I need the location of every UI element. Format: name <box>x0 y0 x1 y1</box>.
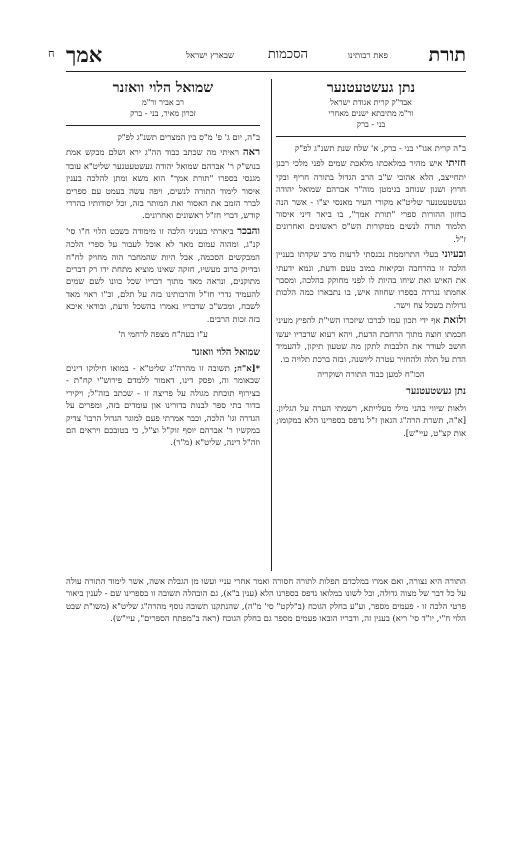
bottom-footnote <box>66 575 466 628</box>
paragraph <box>276 248 466 311</box>
left-column <box>66 79 260 452</box>
paragraph <box>66 146 260 221</box>
paragraph-text: איש מהיר במלאכתו מלאכת שמים לפני מלכי רבנן יתחייצב, הלא אהובי ש"ב הרב הגדול בתורה חריף ובקי חרוץ ושנון שנוחב בגימטן מוה"ר אברהם שמואל יהודה געשטעטנער שליט"א מקורי העיר מאנסי יצ"ו - אשר הנה בחזון ההורות ספרי "תורת אמך", בו ביאר דיני איסור תלמוד תורה לנשים ממקורות הש"ס ראשונים ואחרונים ז"ל. <box>276 158 466 244</box>
paragraph <box>276 157 466 245</box>
approbation-author-name: שמואל הלוי וואזנר <box>112 80 214 96</box>
footnote-text: התורה היא נצורה, ואם אמרו במלכדם תפלות לתורה חסורה ואמר אחרי עניי ועשו מן הגבלת אשה, אשר לימוד התורה עולה על כל דבר של מצוה גדולה, וכל לשונו במלואו נדפס בספרנו הלא (ענין ב"א), גם הובהלה תשובה זו בספרינו שם - לענין ביאור פרטי הלכה זו - פעמים מספר, וע"ע בחלק הגוכח (ב"לקט" סי' מ"ה), שהנתקנו תשובה נוסף מהרה"ג שליט"א (משו"ת שבט הלוי ח"י, יו"ד סי' ריא) בענין זה, ודבריו הובאו פעמים מספר גם בחלק הגוכח (ראה ב"מפתח הספרים", עיי"ש). <box>66 576 466 624</box>
column-divider <box>271 79 272 571</box>
date-line: ב"ה, יום ג' פ' מ"ס בין המצרים תשנ"ג לפ"ק <box>117 132 260 142</box>
author-title-line: אבד"ק קרית אגודת ישראל <box>330 98 412 107</box>
paragraph-text: ראיתי מה שכתב כבוד הה"ג ירא ושלם מבקש אמת בנוש"ק ר' אברהם שמואל יהודה געשטעטנער שליט"א עובד מגנסי בספרו "תורת אמך" הוא משא ומתן להלכה בענין איסור לימוד התורה לנשים, ויפה עשה בעמט עם ספרים לברר הזמב את האסור ואת המותר בזה, וכל יסודותיו בהררי קודש, דברי חז"ל ראשונים ואחרונים. <box>66 147 260 221</box>
paragraph-lead-word: והבכר <box>237 225 260 237</box>
signature: שמואל הלוי וואזנר <box>191 346 260 358</box>
title-separator <box>66 125 260 126</box>
paragraph-text: ולאות שיווי בהני מילי מעלייתא, רשמתי הערה על הגליון. [א"ה, תשרת הרה"ג הגאון ז"ל נדפס בספרינו הלא במקומו; אות קצ"ט, עיי"ש]. <box>276 402 466 438</box>
approbation-author-name: נתן געשטעטנער <box>326 80 416 96</box>
footnote-text: תשובה זו מהרה"ג שליט"א - במואו חילוקו דינים שבאומר וה, ופסק דינו, דאמור ללמדם פירוש"י קח"ת - בצירוף תוכחת מגולה על פריצה זו - שכתב בזה"ל; ויקירי בדור בתי ספר לבנות בדורינו און עומדים בזה, ומפרים על הגדרה וגו' הלכה, וכבר אמרתי פעם למוגר הגדול הרבו' צדיק במקשיו ר' אברהם יוסף זוק"ל וצ"ל, כי בטובכם ויראים הם וזה"ל דינה, שליט"א (מ"ר). <box>66 362 260 448</box>
closing-line: הכו"ח למען כבוד התורה ושוקריה <box>317 368 425 379</box>
right-column <box>276 79 466 442</box>
paragraph-text: אף ידי תכון עמו לברכו שיזכרו השי"ת להפיץ מעיני חכמתו חוצה מתוך הרחבת הדעת, ויהא רעוא שדבריו יעשו חושב לעודר את הלבבות לתקן מה שטעון תיקון, להעמיד הדת על תלה ולהחזיר עטרה ליושנה, ובזה ברכת תלויה בו. <box>276 315 466 364</box>
paragraph <box>276 314 466 365</box>
closing-line: ע"ז בעה"ח מצפה לרחמי ה' <box>118 329 208 340</box>
paragraph-lead-word: חזיתי <box>445 158 466 170</box>
paragraph-text: ביארתי בעניני הלכה זו מימודה בשבט הלוי ח"ו סי' קנ"ג, ומהוה עמום מאד לא אוכל לעבור על ספרי הלכה המבקשים הסכמה, אבל היות שהמחבר הוה מחויק לח"ח ובדיוק ברוב מעשיו, חזקה שאינו מוציא מתחת ידו רק דברים מתוקנים, ונראה מאד מתוך דבריו שכל כוונו לשם שמים להעמיד גדרי חז"ל והרבותינו בזה על תלם, וכ"ו ראוי מאד לשבח, ומכש"כ שדבריו נאמרו בהשכל ודעת, ובודאי איכא בזה זכות הרבים. <box>66 225 260 324</box>
footnote <box>66 362 260 449</box>
date-line: ב"ה קרית אגו"י בני - ברק, א' שלח שנת תשנ"ג לפ"ק <box>294 143 466 153</box>
header-subtitle-right: פאת רבותינו <box>347 51 388 61</box>
paragraph-lead-word: ובעיוני <box>441 249 466 261</box>
header-title-right: תורת <box>428 44 466 66</box>
paragraph-lead-word: ולזאת <box>443 315 466 327</box>
author-location: זכרון מאיר, בני - ברק <box>130 109 196 118</box>
author-title-line: רב אביר ור"מ <box>142 98 184 107</box>
paragraph <box>66 225 260 325</box>
author-title-line: ור"מ מתיבתא ישנים מאחרי <box>328 109 414 118</box>
running-header <box>66 44 466 68</box>
paragraph-text: בעלי התרוממת נכנסתי לרעות מרב שקדתו בעניין הלכה זו בהרחבה ובקיאות במוב טעם ודעת, ונמא ידעתי את האיש ואת שיחו בהיות לו לפני מחוקק בהלכה, ומסבר אחמתו נגררה בספרו שחוזה איש, בו נתבארו כמה הלכות גדולות בשכל צח וישר. <box>276 249 466 310</box>
header-section-name: הסכמות <box>267 47 308 62</box>
title-separator <box>276 136 466 137</box>
header-rule <box>66 71 466 72</box>
header-title-left: אמך <box>66 42 103 67</box>
header-subtitle-mid: שבארץ ישראל <box>185 51 234 61</box>
author-location: בני - ברק <box>356 120 386 129</box>
footnote-lead: *[א"ה; <box>234 362 260 373</box>
paragraph-lead-word: ראה <box>242 147 260 159</box>
signature: נתן געשטעטנער <box>406 386 466 398</box>
page-number: ח <box>48 47 55 60</box>
